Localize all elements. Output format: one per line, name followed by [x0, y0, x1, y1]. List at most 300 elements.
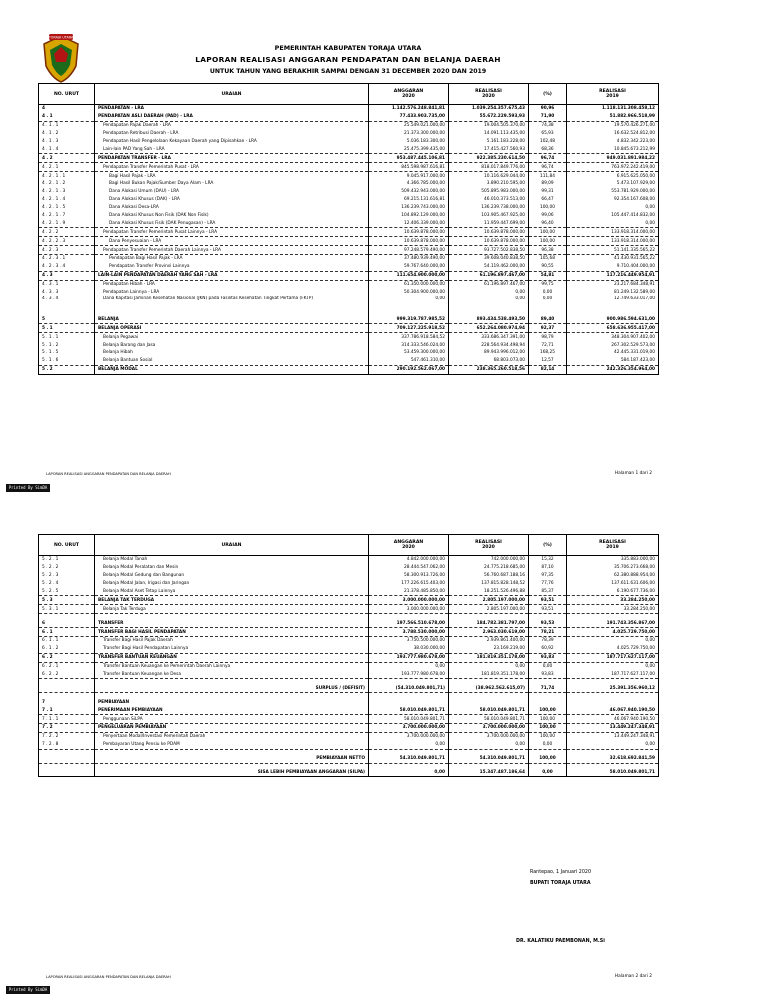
cell-realisasi-prev: 0,00 — [567, 204, 659, 212]
col-anggaran: ANGGARAN 2020 — [369, 535, 449, 556]
cell-anggaran: 59.767.640.000,00 — [369, 263, 449, 271]
cell-uraian: PEMBIAYAAN — [95, 698, 369, 706]
cell-no: 4 . 2 . 3 . 1 — [39, 255, 95, 263]
cell-realisasi-prev: 187.717.627.117,00 — [567, 653, 659, 662]
cell-realisasi-prev: 0,00 — [567, 662, 659, 670]
cell-realisasi-prev: 12.749.633.017,00 — [567, 296, 659, 310]
cell-anggaran: 25.549.021.000,00 — [369, 121, 449, 129]
table-row — [39, 556, 659, 564]
cell-uraian: SISA LEBIH PEMBIAYAAN ANGGARAN (SILPA) — [95, 769, 369, 777]
cell-realisasi-prev: 6.190.677.736,00 — [567, 588, 659, 596]
cell-pct: 87,10 — [529, 564, 567, 572]
cell-anggaran — [369, 698, 449, 706]
cell-pct: 90,55 — [529, 263, 567, 271]
cell-uraian: Dana Penyesuaian - LRA — [95, 237, 369, 246]
cell-pct: 93,83 — [529, 671, 567, 679]
cell-uraian: Pendapatan Transfer Pemerintah Pusat Lainnya - LRA — [95, 228, 369, 237]
cell-realisasi: 181.819.351.178,00 — [449, 653, 529, 662]
table-row — [39, 645, 659, 653]
table-row — [39, 289, 659, 297]
logo-text: TORAJA UTARA — [48, 35, 74, 40]
table-row — [39, 154, 659, 163]
cell-realisasi: 58.010.049.801,71 — [449, 715, 529, 724]
cell-realisasi: 39.608.040.838,50 — [449, 255, 529, 263]
table-row — [39, 204, 659, 212]
cell-realisasi: 68.803.073,00 — [449, 357, 529, 365]
table-row — [39, 588, 659, 596]
footer-page-number: Halaman 1 dari 2 — [614, 471, 652, 476]
cell-no: 5 . 1 . 5 — [39, 349, 95, 357]
cell-no: 6 — [39, 619, 95, 627]
cell-pct: 89,09 — [529, 180, 567, 188]
cell-uraian: Transfer Bantuan Keuangan ke Desa — [95, 671, 369, 679]
cell-no: 4 . 1 . 4 — [39, 145, 95, 153]
cell-realisasi-prev: 900.986.594.631,00 — [567, 315, 659, 323]
cell-realisasi-prev: 117.216.449.954,91 — [567, 271, 659, 280]
cell-anggaran: 21.378.485.850,00 — [369, 588, 449, 596]
cell-realisasi: 5.161.183.228,00 — [449, 138, 529, 146]
cell-realisasi-prev: 187.717.627.117,00 — [567, 671, 659, 679]
col-pct: (%) — [529, 535, 567, 556]
cell-realisasi-prev: 133.918.314.000,00 — [567, 237, 659, 246]
cell-anggaran: 104.892.129.000,00 — [369, 212, 449, 220]
cell-pct: 0,00 — [529, 769, 567, 777]
cell-realisasi: 3.890.210.595,00 — [449, 180, 529, 188]
cell-anggaran: 69.215.131.616,81 — [369, 196, 449, 204]
cell-realisasi-prev: 81.249.132.589,00 — [567, 289, 659, 297]
cell-realisasi: 136.239.738.000,00 — [449, 204, 529, 212]
cell-realisasi-prev: 137.611.631.606,00 — [567, 580, 659, 588]
table-row — [39, 605, 659, 614]
cell-anggaran: 3.750.500.000,00 — [369, 637, 449, 645]
cell-no: 4 . 2 — [39, 154, 95, 163]
cell-pct: 96,40 — [529, 219, 567, 227]
cell-no: 5 . 3 . 1 — [39, 605, 95, 614]
cell-realisasi — [449, 698, 529, 706]
table-row — [39, 637, 659, 645]
table-row — [39, 105, 659, 113]
cell-anggaran: 12.406.339.000,00 — [369, 219, 449, 227]
col-pct: (%) — [529, 84, 567, 105]
cell-no: 4 . 1 — [39, 113, 95, 121]
cell-pct: 82,14 — [529, 365, 567, 374]
cell-pct: 96,74 — [529, 163, 567, 172]
cell-pct: 66,47 — [529, 196, 567, 204]
cell-no: 5 . 2 . 5 — [39, 588, 95, 596]
cell-no: 6 . 1 — [39, 628, 95, 637]
cell-no — [39, 684, 95, 692]
cell-anggaran: 5.036.183.300,00 — [369, 138, 449, 146]
table-row — [39, 628, 659, 637]
table-row — [39, 653, 659, 662]
cell-anggaran: 58.010.049.801,71 — [369, 715, 449, 724]
cell-uraian: PEMBIAYAAN NETTO — [95, 755, 369, 763]
table-row — [39, 715, 659, 724]
cell-pct: 78,21 — [529, 628, 567, 637]
cell-no: 4 . 2 . 2 . 3 — [39, 237, 95, 246]
cell-realisasi: 0,00 — [449, 296, 529, 310]
cell-uraian: Belanja Bantuan Sosial — [95, 357, 369, 365]
cell-no: 5 . 2 . 1 — [39, 556, 95, 564]
cell-realisasi-prev: 41.430.931.565,22 — [567, 255, 659, 263]
cell-no: 4 . 1 . 2 — [39, 130, 95, 138]
cell-no: 4 . 2 . 1 . 4 — [39, 196, 95, 204]
cell-realisasi: 17.415.427.560,93 — [449, 145, 529, 153]
cell-realisasi: 55.672.229.593,93 — [449, 113, 529, 121]
cell-uraian: TRANSFER BAGI HASIL PENDAPATAN — [95, 628, 369, 637]
cell-realisasi-prev: 242.326.354.964,00 — [567, 365, 659, 374]
cell-no — [39, 755, 95, 763]
cell-no: 4 . 1 . 3 — [39, 138, 95, 146]
cell-anggaran: 61.350.000.000,00 — [369, 280, 449, 288]
cell-realisasi-prev: 658.636.955.417,00 — [567, 324, 659, 333]
cell-pct: 77,76 — [529, 580, 567, 588]
table-row — [39, 732, 659, 740]
cell-pct: 111,84 — [529, 172, 567, 180]
table-row — [39, 724, 659, 733]
cell-pct: 78,39 — [529, 637, 567, 645]
cell-realisasi: 3.700.000.000,00 — [449, 732, 529, 740]
cell-uraian: Dana Alokasi Khusus Non Fisik (DAK Non Fisik) — [95, 212, 369, 220]
col-realisasi: REALISASI 2020 — [449, 84, 529, 105]
table-row — [39, 671, 659, 679]
cell-realisasi-prev: 133.918.314.000,00 — [567, 228, 659, 237]
cell-pct: 93,53 — [529, 619, 567, 627]
cell-realisasi-prev: 51.882.966.518,99 — [567, 113, 659, 121]
cell-pct: 90,96 — [529, 105, 567, 113]
cell-realisasi: (38.962.562.615,07) — [449, 684, 529, 692]
cell-anggaran: 21.373.300.000,00 — [369, 130, 449, 138]
cell-realisasi-prev: 42.445.331.019,00 — [567, 349, 659, 357]
cell-pct — [529, 698, 567, 706]
table-row — [39, 130, 659, 138]
cell-realisasi-prev: 62.380.888.954,00 — [567, 572, 659, 580]
cell-no: 4 . 3 . 1 — [39, 280, 95, 288]
cell-realisasi-prev: 13.449.247.348,91 — [567, 732, 659, 740]
table-row — [39, 662, 659, 670]
cell-no: 4 . 2 . 1 . 2 — [39, 180, 95, 188]
cell-realisasi: 652.264.080.974,94 — [449, 324, 529, 333]
signature-place-date: Rantepao, 1 Januari 2020 — [530, 870, 591, 875]
cell-pct: 105,68 — [529, 255, 567, 263]
signature-position: BUPATI TORAJA UTARA — [530, 881, 591, 886]
cell-uraian: TRANSFER — [95, 619, 369, 627]
table-row — [39, 769, 659, 777]
cell-pct: 89,40 — [529, 315, 567, 323]
cell-anggaran: 111.654.900.000,00 — [369, 271, 449, 280]
cell-no: 5 — [39, 315, 95, 323]
cell-no: 4 . 2 . 1 . 1 — [39, 172, 95, 180]
print-stamp: Printed By SimDA — [6, 484, 50, 492]
cell-uraian: BELANJA TAK TERDUGA — [95, 596, 369, 605]
cell-anggaran: 50.304.900.000,00 — [369, 289, 449, 297]
budget-table-page-2 — [38, 534, 659, 777]
cell-anggaran: 290.192.562.067,00 — [369, 365, 449, 374]
cell-anggaran: 1.142.576.248.841,81 — [369, 105, 449, 113]
cell-uraian: Pendapatan Transfer Pemerintah Pusat - LRA — [95, 163, 369, 172]
cell-uraian: Pendapatan Bagi Hasil Pajak - LRA — [95, 255, 369, 263]
cell-anggaran: 53.459.300.000,00 — [369, 349, 449, 357]
cell-realisasi-prev: 33.284.250,00 — [567, 605, 659, 614]
cell-no: 5 . 3 — [39, 596, 95, 605]
table-row — [39, 228, 659, 237]
cell-realisasi-prev: 4.025.729.750,00 — [567, 645, 659, 653]
cell-pct: 96,74 — [529, 154, 567, 163]
cell-realisasi-prev: 46.067.940.190,50 — [567, 715, 659, 724]
cell-anggaran: 77.433.903.735,00 — [369, 113, 449, 121]
cell-realisasi-prev: 584.187.423,00 — [567, 357, 659, 365]
table-row — [39, 212, 659, 220]
cell-realisasi: 19.004.505.370,00 — [449, 121, 529, 129]
cell-pct: 168,25 — [529, 349, 567, 357]
cell-realisasi: 137.815.828.148,52 — [449, 580, 529, 588]
cell-no: 4 . 3 — [39, 271, 95, 280]
cell-realisasi: 54.310.049.801,71 — [449, 755, 529, 763]
cell-realisasi: 505.895.983.000,00 — [449, 188, 529, 196]
cell-realisasi-prev: 6.915.625.050,00 — [567, 172, 659, 180]
cell-realisasi-prev: 33.284.250,00 — [567, 596, 659, 605]
cell-anggaran: 314.333.546.024,00 — [369, 341, 449, 349]
cell-anggaran: 509.432.943.000,00 — [369, 188, 449, 196]
cell-realisasi: 103.905.467.925,00 — [449, 212, 529, 220]
government-name: PEMERINTAH KABUPATEN TORAJA UTARA — [274, 44, 422, 52]
cell-uraian: Belanja Modal Aset Tetap Lainnya — [95, 588, 369, 596]
cell-pct: 100,00 — [529, 715, 567, 724]
cell-uraian: PENDAPATAN TRANSFER - LRA — [95, 154, 369, 163]
cell-uraian: Penyertaan Modal/Investasi Pemerintah Daerah — [95, 732, 369, 740]
table-row — [39, 698, 659, 706]
cell-realisasi: 24.775.218.685,00 — [449, 564, 529, 572]
cell-pct: 100,00 — [529, 204, 567, 212]
cell-uraian: Pembayaran Utang Pensiu ke PDAM — [95, 741, 369, 749]
cell-realisasi: 15.347.487.186,64 — [449, 769, 529, 777]
cell-pct: 100,00 — [529, 237, 567, 246]
cell-pct: 92,37 — [529, 324, 567, 333]
cell-pct: 72,71 — [529, 341, 567, 349]
table-row — [39, 113, 659, 121]
signature-name: DR. KALATIKU PAEMBONAN, M.Si — [516, 939, 605, 944]
cell-uraian: Belanja Modal Tanah — [95, 556, 369, 564]
cell-anggaran: 38.030.000,00 — [369, 645, 449, 653]
cell-anggaran: 9.045.917.000,00 — [369, 172, 449, 180]
cell-uraian: Dana Kapitasi Jaminan Kesehatan Nasional (JKN) pada Fasilitas Kesehatan Tingkat Pertama (FKTP) — [95, 296, 369, 310]
cell-realisasi: 184.782.381.797,00 — [449, 619, 529, 627]
cell-realisasi-prev: 763.972.242.419,00 — [567, 163, 659, 172]
table-row — [39, 349, 659, 357]
cell-realisasi: 818.017.849.776,00 — [449, 163, 529, 172]
cell-uraian: Belanja Hibah — [95, 349, 369, 357]
cell-uraian: Pendapatan Lainnya - LRA — [95, 289, 369, 297]
cell-realisasi: 89.943.996.012,00 — [449, 349, 529, 357]
cell-pct: 0,00 — [529, 289, 567, 297]
cell-no: 5 . 2 . 2 — [39, 564, 95, 572]
cell-uraian: Transfer Bantuan Keuangan ke Pemerintah Daerah Lainnya — [95, 662, 369, 670]
cell-pct: 65,93 — [529, 130, 567, 138]
cell-no: 7 . 2 . 2 — [39, 732, 95, 740]
cell-pct: 60,92 — [529, 645, 567, 653]
cell-realisasi-prev: 25.391.356.960,12 — [567, 684, 659, 692]
table-row — [39, 263, 659, 271]
table-row — [39, 188, 659, 196]
col-no: NO. URUT — [39, 535, 95, 556]
cell-pct: 100,00 — [529, 724, 567, 733]
cell-uraian: Dana Alokasi Desa-LRA — [95, 204, 369, 212]
cell-realisasi: 11.959.447.699,00 — [449, 219, 529, 227]
cell-anggaran: 10.639.878.000,00 — [369, 237, 449, 246]
table-row — [39, 180, 659, 188]
cell-pct: 99,75 — [529, 280, 567, 288]
cell-no: 5 . 1 — [39, 324, 95, 333]
footer-report-name: LAPORAN REALISASI ANGGARAN PENDAPATAN DAN BELANJA DAERAH — [46, 975, 171, 979]
cell-realisasi: 2.805.197.000,00 — [449, 596, 529, 605]
cell-no: 7 . 1 — [39, 706, 95, 714]
cell-realisasi-prev: 553.781.929.000,00 — [567, 188, 659, 196]
cell-pct: 54,81 — [529, 271, 567, 280]
cell-realisasi: 0,00 — [449, 741, 529, 749]
table-row — [39, 596, 659, 605]
table-row — [39, 619, 659, 627]
cell-no: 5 . 1 . 2 — [39, 341, 95, 349]
cell-realisasi: 10.639.878.000,00 — [449, 228, 529, 237]
cell-anggaran: 136.239.743.000,00 — [369, 204, 449, 212]
cell-realisasi-prev: 58.010.049.801,71 — [567, 769, 659, 777]
cell-realisasi-prev: 0,00 — [567, 219, 659, 227]
cell-uraian: Belanja Modal Gedung dan Bangunan — [95, 572, 369, 580]
cell-uraian: LAIN-LAIN PENDAPATAN DAERAH YANG SAH - LRA — [95, 271, 369, 280]
cell-pct: 0,00 — [529, 662, 567, 670]
table-row — [39, 580, 659, 588]
col-realisasi: REALISASI 2020 — [449, 535, 529, 556]
cell-realisasi: 10.116.629.044,00 — [449, 172, 529, 180]
cell-realisasi-prev: 191.743.356.867,00 — [567, 619, 659, 627]
cell-anggaran: 4.842.000.000,00 — [369, 556, 449, 564]
cell-anggaran: 0,00 — [369, 741, 449, 749]
cell-no: 4 . 2 . 3 — [39, 246, 95, 255]
table-row — [39, 755, 659, 763]
cell-realisasi-prev: 35.706.273.668,00 — [567, 564, 659, 572]
cell-uraian: BELANJA MODAL — [95, 365, 369, 374]
cell-pct: 71,90 — [529, 113, 567, 121]
cell-uraian: Transfer Bagi Hasil Pendapatan Lainnya — [95, 645, 369, 653]
cell-anggaran: 845.598.987.616,81 — [369, 163, 449, 172]
cell-pct: 68,36 — [529, 145, 567, 153]
budget-table-page-1 — [38, 83, 659, 375]
table-row — [39, 196, 659, 204]
cell-anggaran: 58.010.049.801,71 — [369, 706, 449, 714]
table-row — [39, 255, 659, 263]
table-row — [39, 280, 659, 288]
cell-realisasi: 54.119.462.000,00 — [449, 263, 529, 271]
cell-no: 6 . 1 . 2 — [39, 645, 95, 653]
cell-realisasi-prev: 4.832.342.223,00 — [567, 138, 659, 146]
cell-realisasi: 18.251.526.496,88 — [449, 588, 529, 596]
cell-realisasi: 893.434.538.493,50 — [449, 315, 529, 323]
cell-realisasi: 58.010.049.801,71 — [449, 706, 529, 714]
cell-uraian: Pendapatan Pajak Daerah - LRA — [95, 121, 369, 129]
cell-pct: 15,32 — [529, 556, 567, 564]
cell-realisasi: 10.639.878.000,00 — [449, 237, 529, 246]
cell-uraian: PENDAPATAN ASLI DAERAH (PAD) - LRA — [95, 113, 369, 121]
cell-uraian: Pendapatan Transfer Pemerintah Daerah Lainnya - LRA — [95, 246, 369, 255]
table-row — [39, 684, 659, 692]
cell-realisasi: 14.091.113.435,00 — [449, 130, 529, 138]
cell-realisasi-prev: 16.632.524.812,00 — [567, 130, 659, 138]
cell-no: 4 . 3 . 3 — [39, 289, 95, 297]
cell-uraian: PENDAPATAN - LRA — [95, 105, 369, 113]
cell-uraian: Lain-lain PAD Yang Sah - LRA — [95, 145, 369, 153]
cell-uraian: PENGELUARAN PEMBIAYAAN — [95, 724, 369, 733]
cell-uraian: Transfer Bagi Hasil Pajak Daerah — [95, 637, 369, 645]
table-header-row — [39, 535, 659, 556]
cell-realisasi: 0,00 — [449, 662, 529, 670]
cell-realisasi: 3.700.000.000,00 — [449, 724, 529, 733]
table-row — [39, 296, 659, 310]
cell-uraian: BELANJA — [95, 315, 369, 323]
cell-realisasi-prev: 10.845.673.212,99 — [567, 145, 659, 153]
cell-realisasi-prev: 13.449.247.348,91 — [567, 724, 659, 733]
cell-pct: 100,00 — [529, 755, 567, 763]
cell-no: 7 . 2 — [39, 724, 95, 733]
table-row — [39, 246, 659, 255]
cell-anggaran: 547.461.310,00 — [369, 357, 449, 365]
cell-uraian: Bagi Hasil Bukan Pajak/Sumber Daya Alam - LRA — [95, 180, 369, 188]
cell-pct: 0,00 — [529, 741, 567, 749]
cell-uraian: Penggunaan SiLPA — [95, 715, 369, 724]
cell-pct: 93,51 — [529, 596, 567, 605]
cell-pct: 100,00 — [529, 228, 567, 237]
cell-anggaran: 999.319.787.985,52 — [369, 315, 449, 323]
cell-no: 4 . 2 . 1 . 9 — [39, 219, 95, 227]
cell-realisasi: 2.963.030.619,00 — [449, 628, 529, 637]
cell-realisasi: 333.686.347.391,00 — [449, 333, 529, 341]
cell-no: 5 . 1 . 6 — [39, 357, 95, 365]
cell-pct: 99,31 — [529, 188, 567, 196]
cell-anggaran: 28.444.547.062,00 — [369, 564, 449, 572]
cell-anggaran: 709.127.225.918,52 — [369, 324, 449, 333]
cell-uraian: Belanja Tak Terduga — [95, 605, 369, 614]
cell-uraian: Pendapatan Retribusi Daerah - LRA — [95, 130, 369, 138]
cell-uraian: Pendapatan Hasil Pengelolaan Kekayaan Daerah yang Dipisahkan - LRA — [95, 138, 369, 146]
cell-anggaran: (54.310.049.801,71) — [369, 684, 449, 692]
cell-realisasi-prev: 32.618.692.841,59 — [567, 755, 659, 763]
cell-anggaran: 37.480.939.490,00 — [369, 255, 449, 263]
cell-pct: 85,37 — [529, 588, 567, 596]
report-subtitle: UNTUK TAHUN YANG BERAKHIR SAMPAI DENGAN 31 DECEMBER 2020 DAN 2019 — [209, 68, 487, 75]
cell-realisasi: 93.727.502.838,50 — [449, 246, 529, 255]
table-row — [39, 365, 659, 374]
cell-realisasi: 46.010.373.513,00 — [449, 196, 529, 204]
table-row — [39, 341, 659, 349]
cell-uraian: PENERIMAAN PEMBIAYAAN — [95, 706, 369, 714]
cell-uraian: Bagi Hasil Pajak - LRA — [95, 172, 369, 180]
cell-pct: 97,35 — [529, 572, 567, 580]
cell-no: 6 . 1 . 1 — [39, 637, 95, 645]
cell-anggaran: 0,00 — [369, 769, 449, 777]
cell-realisasi: 23.169.219,00 — [449, 645, 529, 653]
col-realisasi-prev: REALISASI 2019 — [567, 535, 659, 556]
cell-no: 4 . 2 . 1 . 5 — [39, 204, 95, 212]
cell-realisasi-prev: 5.473.107.929,00 — [567, 180, 659, 188]
cell-anggaran: 197.566.510.678,00 — [369, 619, 449, 627]
cell-realisasi-prev: 0,00 — [567, 637, 659, 645]
cell-anggaran: 3.000.000.000,00 — [369, 605, 449, 614]
cell-uraian: Belanja Barang dan Jasa — [95, 341, 369, 349]
cell-realisasi-prev: 19.570.426.271,00 — [567, 121, 659, 129]
cell-anggaran: 0,00 — [369, 296, 449, 310]
table-row — [39, 324, 659, 333]
table-row — [39, 315, 659, 323]
col-realisasi-prev: REALISASI 2019 — [567, 84, 659, 105]
